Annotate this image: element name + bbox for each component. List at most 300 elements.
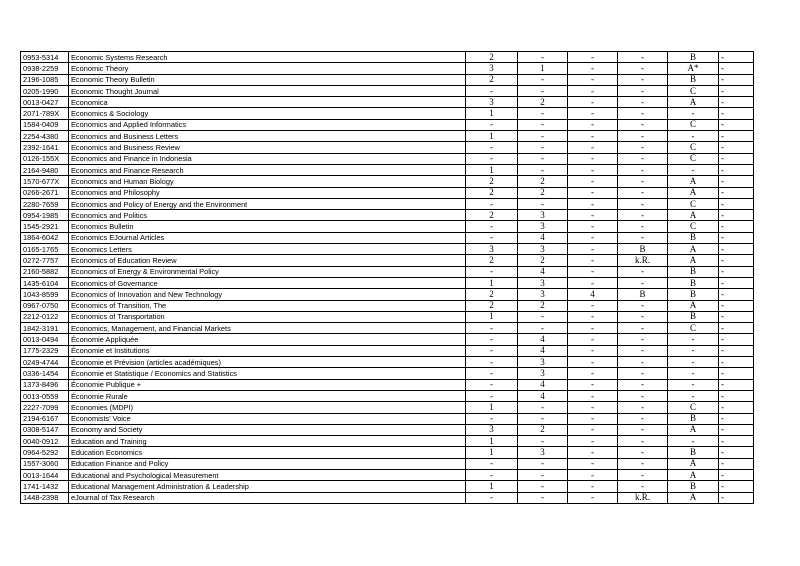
rank-col-2-cell: 1 [518, 63, 568, 74]
rank-col-3-cell: - [568, 255, 618, 266]
rank-col-2-cell: - [518, 119, 568, 130]
issn-cell: 0013-0427 [21, 97, 69, 108]
rank-col-5-cell: B [668, 311, 719, 322]
issn-cell: 1545-2921 [21, 221, 69, 232]
table-row [21, 244, 754, 255]
rank-col-5-cell: - [668, 334, 719, 345]
rank-col-6-cell: - [719, 198, 754, 209]
issn-cell: 1864-6042 [21, 232, 69, 243]
issn-cell: 0272-7757 [21, 255, 69, 266]
rank-col-2-cell: 4 [518, 379, 568, 390]
rank-col-2-cell: - [518, 402, 568, 413]
rank-col-6-cell: - [719, 481, 754, 492]
table-row [21, 187, 754, 198]
rank-col-6-cell: - [719, 266, 754, 277]
rank-col-1-cell: 1 [466, 481, 518, 492]
rank-col-1-cell: - [466, 221, 518, 232]
rank-col-4-cell: - [618, 469, 668, 480]
table-row [21, 300, 754, 311]
rank-col-1-cell: - [466, 492, 518, 503]
rank-col-4-cell: - [618, 119, 668, 130]
rank-col-3-cell: - [568, 424, 618, 435]
rank-col-4-cell: - [618, 311, 668, 322]
rank-col-3-cell: - [568, 131, 618, 142]
rank-col-1-cell: 1 [466, 436, 518, 447]
rank-col-3-cell: - [568, 63, 618, 74]
rank-col-2-cell: 2 [518, 255, 568, 266]
rank-col-3-cell: - [568, 52, 618, 63]
rank-col-5-cell: A [668, 424, 719, 435]
rank-col-3-cell: - [568, 176, 618, 187]
issn-cell: 0013-0494 [21, 334, 69, 345]
journal-title-cell: Economic Systems Research [69, 52, 466, 63]
journal-title-cell: Economics of Transition, The [69, 300, 466, 311]
issn-cell: 0249-4744 [21, 357, 69, 368]
rank-col-3-cell: - [568, 221, 618, 232]
issn-cell: 1842-3191 [21, 323, 69, 334]
issn-cell: 2392-1641 [21, 142, 69, 153]
rank-col-4-cell: - [618, 221, 668, 232]
rank-col-4-cell: - [618, 187, 668, 198]
rank-col-5-cell: B [668, 481, 719, 492]
table-row [21, 142, 754, 153]
journal-title-cell: Economics and Business Review [69, 142, 466, 153]
table-row [21, 469, 754, 480]
rank-col-6-cell: - [719, 52, 754, 63]
rank-col-6-cell: - [719, 187, 754, 198]
rank-col-2-cell: 4 [518, 232, 568, 243]
rank-col-2-cell: - [518, 198, 568, 209]
journal-title-cell: Économie et Prévision (articles académiques) [69, 357, 466, 368]
rank-col-3-cell: - [568, 142, 618, 153]
rank-col-4-cell: k.R. [618, 492, 668, 503]
rank-col-1-cell: - [466, 334, 518, 345]
issn-cell: 2227-7099 [21, 402, 69, 413]
table-row [21, 413, 754, 424]
rank-col-1-cell: 1 [466, 447, 518, 458]
table-row [21, 424, 754, 435]
rank-col-2-cell: 2 [518, 97, 568, 108]
issn-cell: 1435-6104 [21, 277, 69, 288]
rank-col-4-cell: - [618, 300, 668, 311]
rank-col-4-cell: - [618, 108, 668, 119]
rank-col-2-cell: - [518, 52, 568, 63]
rank-col-5-cell: A* [668, 63, 719, 74]
rank-col-3-cell: - [568, 379, 618, 390]
issn-cell: 2160-5882 [21, 266, 69, 277]
rank-col-1-cell: 1 [466, 402, 518, 413]
rank-col-5-cell: A [668, 300, 719, 311]
rank-col-4-cell: - [618, 198, 668, 209]
table-row [21, 481, 754, 492]
issn-cell: 1775-2329 [21, 345, 69, 356]
rank-col-6-cell: - [719, 311, 754, 322]
rank-col-2-cell: 3 [518, 210, 568, 221]
table-row [21, 390, 754, 401]
rank-col-3-cell: - [568, 153, 618, 164]
rank-col-3-cell: - [568, 323, 618, 334]
issn-cell: 0266-2671 [21, 187, 69, 198]
journal-ranking-table [20, 51, 754, 504]
journal-title-cell: Economics Bulletin [69, 221, 466, 232]
table-row [21, 74, 754, 85]
table-row [21, 277, 754, 288]
journal-title-cell: Economics Letters [69, 244, 466, 255]
journal-title-cell: eJournal of Tax Research [69, 492, 466, 503]
rank-col-3-cell: - [568, 334, 618, 345]
journal-title-cell: Economics and Finance Research [69, 164, 466, 175]
rank-col-6-cell: - [719, 131, 754, 142]
rank-col-6-cell: - [719, 97, 754, 108]
rank-col-6-cell: - [719, 85, 754, 96]
rank-col-6-cell: - [719, 221, 754, 232]
rank-col-3-cell: - [568, 413, 618, 424]
rank-col-1-cell: 1 [466, 311, 518, 322]
rank-col-4-cell: - [618, 424, 668, 435]
journal-title-cell: Educational Management Administration & Leadership [69, 481, 466, 492]
table-row [21, 458, 754, 469]
rank-col-6-cell: - [719, 413, 754, 424]
rank-col-1-cell: 2 [466, 176, 518, 187]
rank-col-6-cell: - [719, 142, 754, 153]
rank-col-5-cell: A [668, 176, 719, 187]
journal-title-cell: Economics and Philosophy [69, 187, 466, 198]
rank-col-5-cell: B [668, 277, 719, 288]
table-row [21, 368, 754, 379]
rank-col-2-cell: 2 [518, 187, 568, 198]
rank-col-5-cell: B [668, 266, 719, 277]
rank-col-5-cell: A [668, 458, 719, 469]
rank-col-3-cell: - [568, 300, 618, 311]
rank-col-5-cell: B [668, 74, 719, 85]
issn-cell: 0126-155X [21, 153, 69, 164]
rank-col-2-cell: - [518, 74, 568, 85]
rank-col-2-cell: - [518, 85, 568, 96]
rank-col-5-cell: C [668, 142, 719, 153]
rank-col-4-cell: - [618, 436, 668, 447]
journal-title-cell: Économie Publique + [69, 379, 466, 390]
rank-col-5-cell: C [668, 323, 719, 334]
issn-cell: 0013-1644 [21, 469, 69, 480]
rank-col-1-cell: - [466, 153, 518, 164]
rank-col-3-cell: - [568, 198, 618, 209]
rank-col-2-cell: 3 [518, 368, 568, 379]
rank-col-4-cell: - [618, 345, 668, 356]
rank-col-2-cell: - [518, 131, 568, 142]
issn-cell: 0013-0559 [21, 390, 69, 401]
rank-col-6-cell: - [719, 210, 754, 221]
rank-col-2-cell: 3 [518, 221, 568, 232]
table-row [21, 379, 754, 390]
rank-col-5-cell: C [668, 153, 719, 164]
rank-col-3-cell: - [568, 119, 618, 130]
table-row [21, 52, 754, 63]
rank-col-2-cell: 3 [518, 277, 568, 288]
rank-col-1-cell: 2 [466, 74, 518, 85]
rank-col-3-cell: - [568, 402, 618, 413]
rank-col-6-cell: - [719, 63, 754, 74]
rank-col-4-cell: - [618, 131, 668, 142]
table-row [21, 164, 754, 175]
rank-col-4-cell: - [618, 447, 668, 458]
rank-col-4-cell: - [618, 63, 668, 74]
rank-col-5-cell: A [668, 255, 719, 266]
rank-col-2-cell: 2 [518, 424, 568, 435]
rank-col-6-cell: - [719, 255, 754, 266]
rank-col-3-cell: - [568, 390, 618, 401]
issn-cell: 2280-7659 [21, 198, 69, 209]
rank-col-5-cell: C [668, 402, 719, 413]
journal-title-cell: Economics, Management, and Financial Markets [69, 323, 466, 334]
rank-col-6-cell: - [719, 368, 754, 379]
table-row [21, 198, 754, 209]
rank-col-3-cell: - [568, 97, 618, 108]
rank-col-1-cell: 3 [466, 244, 518, 255]
journal-title-cell: Economists' Voice [69, 413, 466, 424]
rank-col-4-cell: B [618, 289, 668, 300]
rank-col-6-cell: - [719, 492, 754, 503]
rank-col-4-cell: - [618, 52, 668, 63]
rank-col-1-cell: 2 [466, 52, 518, 63]
rank-col-1-cell: - [466, 119, 518, 130]
rank-col-1-cell: 2 [466, 210, 518, 221]
rank-col-5-cell: - [668, 368, 719, 379]
issn-cell: 0165-1765 [21, 244, 69, 255]
rank-col-2-cell: - [518, 469, 568, 480]
rank-col-1-cell: - [466, 266, 518, 277]
issn-cell: 0964-5292 [21, 447, 69, 458]
issn-cell: 1741-1432 [21, 481, 69, 492]
table-row [21, 255, 754, 266]
rank-col-4-cell: - [618, 85, 668, 96]
rank-col-6-cell: - [719, 244, 754, 255]
rank-col-5-cell: - [668, 357, 719, 368]
rank-col-1-cell: 3 [466, 63, 518, 74]
journal-title-cell: Economics & Sociology [69, 108, 466, 119]
rank-col-5-cell: C [668, 221, 719, 232]
rank-col-5-cell: - [668, 379, 719, 390]
issn-cell: 2196-1085 [21, 74, 69, 85]
rank-col-2-cell: - [518, 153, 568, 164]
issn-cell: 0040-0912 [21, 436, 69, 447]
journal-title-cell: Economic Thought Journal [69, 85, 466, 96]
rank-col-2-cell: 3 [518, 357, 568, 368]
rank-col-6-cell: - [719, 232, 754, 243]
rank-col-6-cell: - [719, 390, 754, 401]
rank-col-6-cell: - [719, 323, 754, 334]
rank-col-6-cell: - [719, 379, 754, 390]
table-row [21, 357, 754, 368]
rank-col-2-cell: 4 [518, 266, 568, 277]
journal-title-cell: Economica [69, 97, 466, 108]
rank-col-1-cell: - [466, 469, 518, 480]
rank-col-3-cell: - [568, 108, 618, 119]
rank-col-2-cell: - [518, 142, 568, 153]
rank-col-5-cell: C [668, 119, 719, 130]
rank-col-6-cell: - [719, 300, 754, 311]
rank-col-3-cell: - [568, 85, 618, 96]
journal-title-cell: Economics and Policy of Energy and the Environment [69, 198, 466, 209]
rank-col-2-cell: - [518, 492, 568, 503]
rank-col-5-cell: A [668, 244, 719, 255]
journal-title-cell: Economics and Finance in Indonesia [69, 153, 466, 164]
issn-cell: 0336-1454 [21, 368, 69, 379]
rank-col-6-cell: - [719, 176, 754, 187]
issn-cell: 1584-0409 [21, 119, 69, 130]
rank-col-1-cell: - [466, 413, 518, 424]
rank-col-4-cell: - [618, 402, 668, 413]
journal-title-cell: Économie Appliquée [69, 334, 466, 345]
issn-cell: 1570-677X [21, 176, 69, 187]
rank-col-4-cell: - [618, 458, 668, 469]
table-row [21, 119, 754, 130]
rank-col-3-cell: - [568, 357, 618, 368]
table-row [21, 289, 754, 300]
rank-col-3-cell: - [568, 469, 618, 480]
rank-col-2-cell: - [518, 164, 568, 175]
table-row [21, 85, 754, 96]
rank-col-6-cell: - [719, 357, 754, 368]
rank-col-5-cell: B [668, 447, 719, 458]
rank-col-6-cell: - [719, 447, 754, 458]
table-body [21, 52, 754, 504]
table-row [21, 334, 754, 345]
table-row [21, 176, 754, 187]
table-row [21, 492, 754, 503]
issn-cell: 0953-5314 [21, 52, 69, 63]
rank-col-6-cell: - [719, 74, 754, 85]
rank-col-2-cell: 4 [518, 390, 568, 401]
table-row [21, 436, 754, 447]
rank-col-4-cell: - [618, 266, 668, 277]
table-row [21, 323, 754, 334]
journal-title-cell: Économie Rurale [69, 390, 466, 401]
issn-cell: 1448-2398 [21, 492, 69, 503]
issn-cell: 2212-0122 [21, 311, 69, 322]
rank-col-1-cell: 2 [466, 187, 518, 198]
rank-col-5-cell: - [668, 131, 719, 142]
rank-col-1-cell: 3 [466, 97, 518, 108]
rank-col-1-cell: - [466, 142, 518, 153]
issn-cell: 2164-9480 [21, 164, 69, 175]
rank-col-1-cell: - [466, 357, 518, 368]
journal-title-cell: Economics of Education Review [69, 255, 466, 266]
table-row [21, 345, 754, 356]
table-row [21, 153, 754, 164]
rank-col-5-cell: C [668, 85, 719, 96]
table-row [21, 63, 754, 74]
rank-col-5-cell: C [668, 198, 719, 209]
rank-col-4-cell: - [618, 390, 668, 401]
journal-title-cell: Educational and Psychological Measurement [69, 469, 466, 480]
issn-cell: 0308-5147 [21, 424, 69, 435]
table-row [21, 447, 754, 458]
rank-col-6-cell: - [719, 153, 754, 164]
journal-title-cell: Economics of Energy & Environmental Policy [69, 266, 466, 277]
rank-col-1-cell: - [466, 198, 518, 209]
table-row [21, 311, 754, 322]
rank-col-1-cell: - [466, 323, 518, 334]
rank-col-4-cell: - [618, 153, 668, 164]
rank-col-6-cell: - [719, 289, 754, 300]
rank-col-2-cell: - [518, 458, 568, 469]
rank-col-3-cell: - [568, 436, 618, 447]
rank-col-3-cell: - [568, 244, 618, 255]
rank-col-4-cell: - [618, 481, 668, 492]
table-row [21, 221, 754, 232]
rank-col-6-cell: - [719, 108, 754, 119]
issn-cell: 0954-1985 [21, 210, 69, 221]
issn-cell: 0967-0750 [21, 300, 69, 311]
journal-title-cell: Economics and Business Letters [69, 131, 466, 142]
rank-col-3-cell: - [568, 311, 618, 322]
table-row [21, 402, 754, 413]
rank-col-4-cell: - [618, 368, 668, 379]
rank-col-4-cell: - [618, 334, 668, 345]
rank-col-2-cell: - [518, 413, 568, 424]
rank-col-4-cell: B [618, 244, 668, 255]
rank-col-4-cell: k.R. [618, 255, 668, 266]
table-row [21, 108, 754, 119]
rank-col-3-cell: - [568, 277, 618, 288]
table-row [21, 232, 754, 243]
rank-col-5-cell: - [668, 108, 719, 119]
rank-col-3-cell: 4 [568, 289, 618, 300]
rank-col-4-cell: - [618, 357, 668, 368]
journal-title-cell: Economics of Innovation and New Technology [69, 289, 466, 300]
journal-title-cell: Économie et Statistique / Economics and Statistics [69, 368, 466, 379]
rank-col-3-cell: - [568, 345, 618, 356]
rank-col-4-cell: - [618, 277, 668, 288]
rank-col-5-cell: A [668, 97, 719, 108]
table-row [21, 131, 754, 142]
rank-col-1-cell: 2 [466, 255, 518, 266]
rank-col-6-cell: - [719, 458, 754, 469]
issn-cell: 2071-789X [21, 108, 69, 119]
rank-col-5-cell: A [668, 210, 719, 221]
rank-col-5-cell: A [668, 187, 719, 198]
journal-title-cell: Economics and Politics [69, 210, 466, 221]
rank-col-4-cell: - [618, 379, 668, 390]
rank-col-4-cell: - [618, 210, 668, 221]
rank-col-3-cell: - [568, 232, 618, 243]
rank-col-3-cell: - [568, 266, 618, 277]
rank-col-6-cell: - [719, 277, 754, 288]
rank-col-4-cell: - [618, 74, 668, 85]
journal-title-cell: Economic Theory [69, 63, 466, 74]
rank-col-5-cell: - [668, 345, 719, 356]
journal-title-cell: Economy and Society [69, 424, 466, 435]
rank-col-5-cell: - [668, 164, 719, 175]
rank-col-2-cell: - [518, 436, 568, 447]
rank-col-2-cell: 2 [518, 176, 568, 187]
journal-title-cell: Economics EJournal Articles [69, 232, 466, 243]
rank-col-3-cell: - [568, 368, 618, 379]
table-row [21, 266, 754, 277]
rank-col-3-cell: - [568, 447, 618, 458]
rank-col-6-cell: - [719, 345, 754, 356]
rank-col-2-cell: - [518, 323, 568, 334]
rank-col-2-cell: 4 [518, 334, 568, 345]
rank-col-2-cell: - [518, 108, 568, 119]
journal-title-cell: Economics and Human Biology [69, 176, 466, 187]
rank-col-3-cell: - [568, 481, 618, 492]
rank-col-1-cell: - [466, 368, 518, 379]
issn-cell: 0938-2259 [21, 63, 69, 74]
issn-cell: 2194-6167 [21, 413, 69, 424]
rank-col-6-cell: - [719, 424, 754, 435]
rank-col-3-cell: - [568, 492, 618, 503]
